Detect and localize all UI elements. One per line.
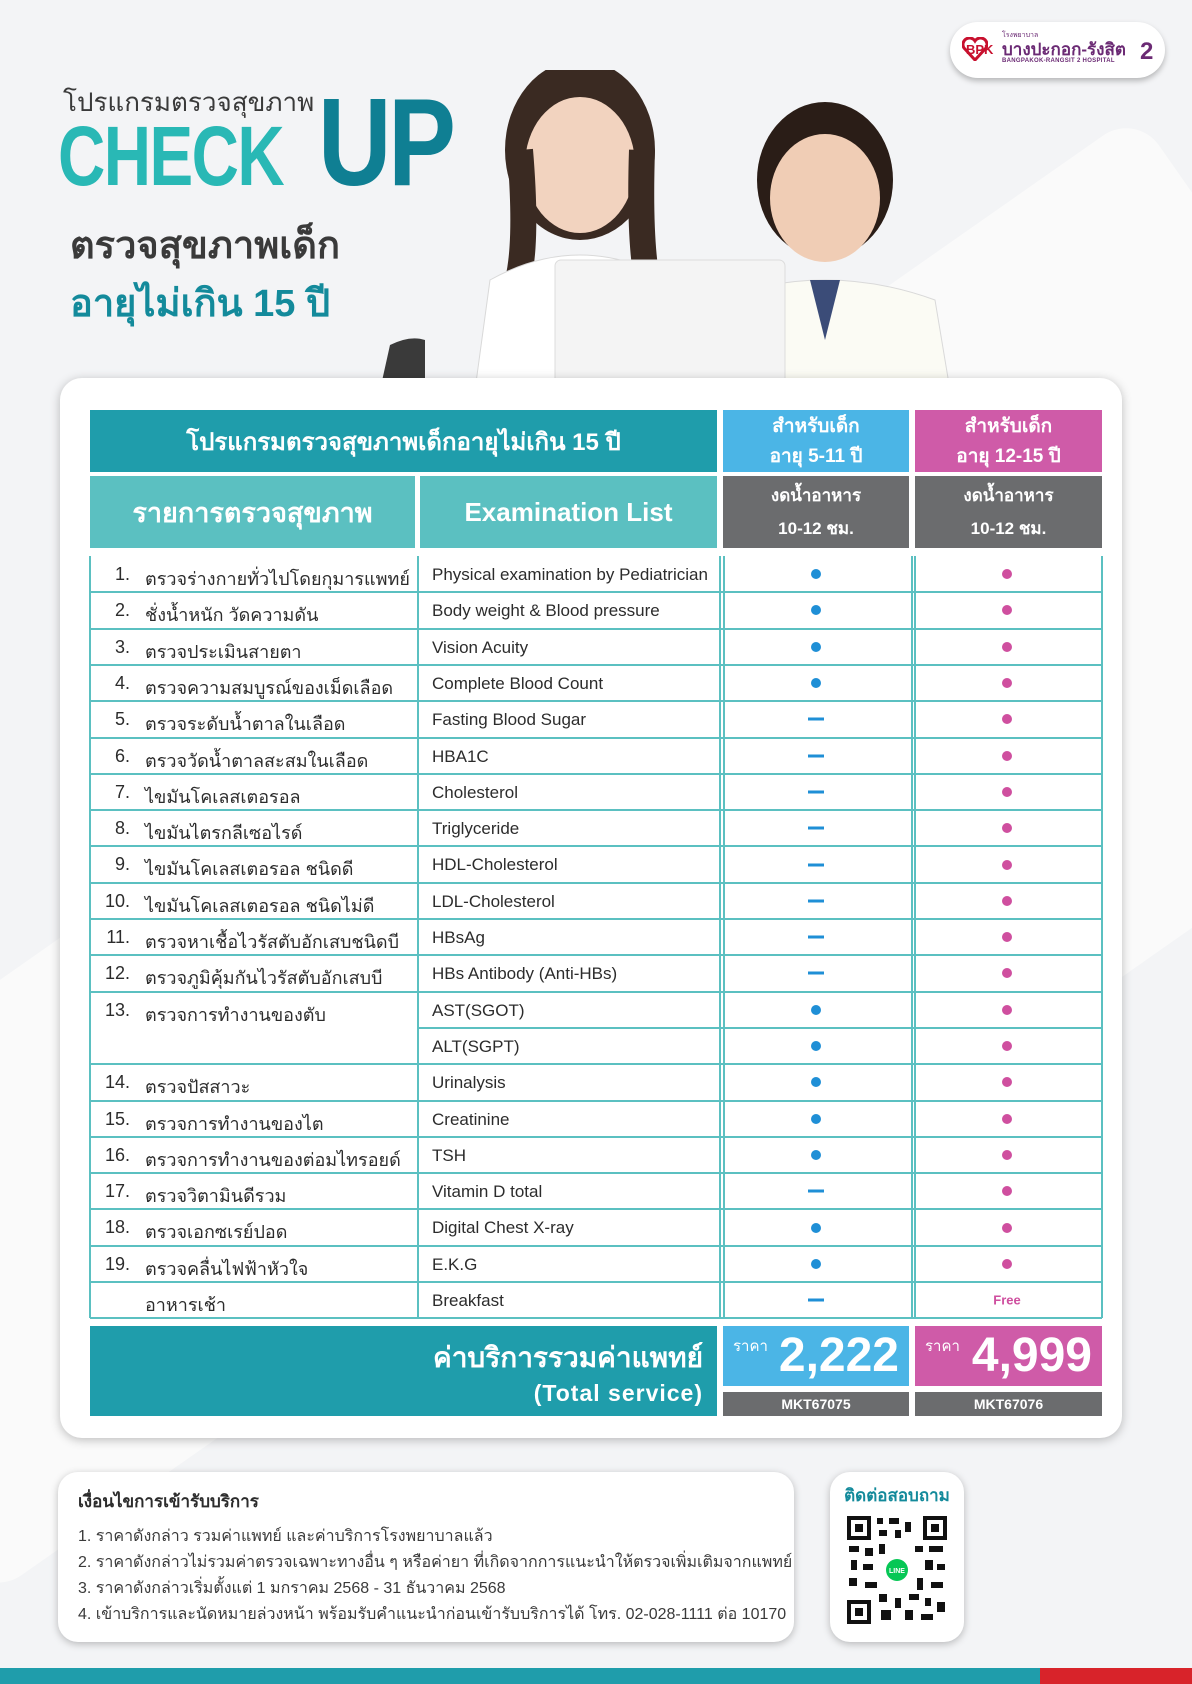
package-code-b: MKT67076 [915,1392,1102,1416]
column-divider [417,556,419,1318]
group-a-fasting [723,476,909,548]
table-row [90,1173,1102,1209]
program-heading: โปรแกรมตรวจสุขภาพ [63,87,315,117]
row-number: 16. [104,1144,130,1165]
included-dot [1002,569,1012,579]
included-dot [1002,1223,1012,1233]
row-thai-label: อาหารเช้า [145,1295,227,1315]
package-code-a: MKT67075 [723,1392,909,1416]
row-number: 7. [114,781,130,802]
table-row [90,1064,1102,1100]
included-dot [1002,1186,1012,1196]
group-a-fasting-label: งดน้ำอาหาร [770,486,862,505]
table-row [90,1137,1102,1173]
price-b-value: 4,999 [971,1329,1092,1383]
subtitle-age-limit: อายุไม่เกิน 15 ปี [70,283,331,325]
row-thai-label: ตรวจหาเชื้อไวรัสตับอักเสบชนิดบี [145,932,400,952]
price-b-label: ราคา [925,1338,960,1356]
row-english-label: E.K.G [432,1254,478,1274]
included-dot [811,1005,821,1015]
row-thai-label: ตรวจคลื่นไฟฟ้าหัวใจ [145,1258,309,1279]
not-included-dash [808,936,824,939]
row-number: 4. [114,672,130,693]
row-thai-label: ตรวจการทำงานของไต [145,1113,324,1134]
row-number: 9. [114,854,130,875]
included-dot [811,1114,821,1124]
column-divider [1101,556,1103,1318]
row-number: 13. [104,999,130,1020]
logo-hospital-name: บางปะกอก-รังสิต [1002,40,1126,59]
row-number: 10. [104,890,130,911]
table-row [90,1282,1102,1318]
row-thai-label: ตรวจร่างกายทั่วไปโดยกุมารแพทย์ [145,569,410,589]
price-a-label: ราคา [733,1338,768,1356]
contact-title: ติดต่อสอบถาม [844,1486,950,1505]
row-thai-label: ไขมันโคเลสเตอรอล [145,786,301,807]
bottom-bar [0,1668,1192,1684]
total-service-cell [90,1326,717,1416]
row-english-label: Body weight & Blood pressure [432,601,660,621]
table-row [90,846,1102,882]
column-divider [911,556,913,1318]
row-english-label: Triglyceride [432,819,520,839]
up-word: UP [318,74,453,212]
group-a-line2: อายุ 5-11 ปี [769,446,863,467]
logo-small-text: โรงพยาบาล [1002,32,1039,39]
group-b-fasting [915,476,1102,548]
bottom-accent [1040,1668,1192,1684]
row-number: 14. [104,1072,130,1093]
included-dot [1002,932,1012,942]
row-number: 6. [114,745,130,766]
table-title: โปรแกรมตรวจสุขภาพเด็กอายุไม่เกิน 15 ปี [186,428,621,456]
row-thai-label: ตรวจวัดน้ำตาลสะสมในเลือด [145,750,369,771]
not-included-dash [808,754,824,757]
row-number: 18. [104,1217,130,1238]
row-number: 11. [106,927,130,947]
table-row [90,592,1102,628]
row-english-label: Vision Acuity [432,637,529,657]
row-thai-label: ไขมันโคเลสเตอรอล ชนิดไม่ดี [145,895,375,916]
group-a-line1: สำหรับเด็ก [772,416,860,437]
row-thai-label: ตรวจระดับน้ำตาลในเลือด [145,714,346,735]
table-row [90,919,1102,955]
row-number: 8. [114,818,130,839]
included-dot [1002,896,1012,906]
not-included-dash [808,827,824,830]
line-qr-code[interactable] [845,1514,949,1626]
row-english-label: HBsAg [432,928,485,947]
included-dot [1002,1005,1012,1015]
contact-card [830,1472,964,1642]
logo-bpk-text: BPK [966,42,994,57]
condition-item: 4. เข้าบริการและนัดหมายล่วงหน้า พร้อมรับคำแนะนำก่อนเข้ารับบริการได้ โทร. 02-028-1111 ต่อ 10170 [78,1606,787,1623]
table-row [90,1028,1102,1064]
condition-item: 1. ราคาดังกล่าว รวมค่าแพทย์ และค่าบริการโรงพยาบาลแล้ว [78,1528,493,1545]
condition-item: 3. ราคาดังกล่าวเริ่มตั้งแต่ 1 มกราคม 2568 - 31 ธันวาคม 2568 [78,1580,506,1597]
not-included-dash [808,718,824,721]
row-thai-label: ตรวจประเมินสายตา [145,641,302,662]
included-dot [1002,1041,1012,1051]
table-row [90,701,1102,737]
total-thai-label: ค่าบริการรวมค่าแพทย์ [432,1341,703,1373]
included-dot [1002,1259,1012,1269]
included-dot [1002,1077,1012,1087]
included-dot [811,1150,821,1160]
row-number: 19. [104,1253,130,1274]
row-number: 17. [104,1181,130,1202]
group-b-line2: อายุ 12-15 ปี [956,446,1061,467]
price-a-cell [723,1326,909,1386]
line-icon-label: LINE [889,1568,905,1575]
row-number: 2. [114,600,130,621]
not-included-dash [808,790,824,793]
table-row [90,992,1102,1028]
included-dot [811,1223,821,1233]
price-a-value: 2,222 [778,1329,899,1383]
table-row [90,1209,1102,1245]
col-header-thai [90,476,415,548]
table-row [90,774,1102,810]
row-thai-label: ชั่งน้ำหนัก วัดความดัน [145,605,319,626]
included-dot [811,569,821,579]
included-dot [811,605,821,615]
row-number: 5. [114,709,130,730]
not-included-dash [808,1299,824,1302]
group-b-fasting-label: งดน้ำอาหาร [963,486,1054,505]
not-included-dash [808,1190,824,1193]
column-divider [89,556,91,1318]
row-english-label: TSH [432,1145,466,1165]
col-header-english [420,476,717,548]
subtitle-kids-checkup: ตรวจสุขภาพเด็ก [70,225,340,267]
table-row [90,738,1102,774]
conditions-box [58,1472,794,1642]
column-divider [914,556,916,1318]
free-label: Free [993,1292,1021,1308]
logo-english-name: BANGPAKOK-RANGSIT 2 HOSPITAL [1002,58,1115,64]
included-dot [1002,1114,1012,1124]
row-divider [90,1317,1102,1319]
table-row [90,1246,1102,1282]
row-english-label: Fasting Blood Sugar [432,710,587,730]
not-included-dash [808,972,824,975]
row-english-label: ALT(SGPT) [432,1036,520,1056]
row-english-label: Digital Chest X-ray [432,1218,574,1238]
col-header-english-label: Examination List [464,496,673,527]
condition-item: 2. ราคาดังกล่าวไม่รวมค่าตรวจเฉพาะทางอื่น ๆ หรือค่ายา ที่เกิดจากการแนะนำให้ตรวจเพิ่มเติมจากแพทย์ [78,1554,793,1571]
included-dot [811,1259,821,1269]
row-english-label: Vitamin D total [432,1182,543,1202]
group-a-fasting-hours: 10-12 ชม. [778,519,854,538]
hospital-logo [950,22,1165,78]
included-dot [1002,1150,1012,1160]
row-number: 3. [114,636,130,657]
row-english-label: AST(SGOT) [432,1000,525,1020]
row-thai-label: ตรวจการทำงานของต่อมไทรอยด์ [145,1149,401,1170]
logo-number: 2 [1140,38,1154,65]
column-divider [723,556,725,1318]
price-b-cell [915,1326,1102,1386]
group-b-line1: สำหรับเด็ก [964,416,1053,437]
row-thai-label: ไขมันโคเลสเตอรอล ชนิดดี [145,859,354,880]
table-row [90,556,1102,592]
included-dot [1002,787,1012,797]
included-dot [1002,968,1012,978]
table-row [90,629,1102,665]
included-dot [1002,642,1012,652]
row-english-label: LDL-Cholesterol [432,891,555,911]
row-thai-label: ตรวจการทำงานของตับ [145,1004,326,1025]
row-number: 15. [104,1108,130,1129]
row-thai-label: ตรวจความสมบูรณ์ของเม็ดเลือด [145,677,394,698]
row-number: 12. [104,963,130,984]
check-word: CHECK [58,109,284,203]
included-dot [1002,860,1012,870]
row-english-label: HBA1C [432,746,489,766]
included-dot [811,1041,821,1051]
included-dot [1002,678,1012,688]
row-thai-label: ไขมันไตรกลีเซอไรด์ [145,823,303,844]
conditions-title: เงื่อนไขการเข้ารับบริการ [78,1492,259,1511]
row-thai-label: ตรวจภูมิคุ้มกันไวรัสตับอักเสบบี [145,968,383,989]
group-b-fasting-hours: 10-12 ชม. [970,519,1047,538]
row-thai-label: ตรวจปัสสาวะ [145,1077,251,1098]
included-dot [1002,823,1012,833]
table-row [90,883,1102,919]
row-english-label: Urinalysis [432,1073,506,1093]
table-row [90,810,1102,846]
included-dot [1002,714,1012,724]
table-row [90,1101,1102,1137]
row-english-label: Cholesterol [432,782,518,802]
row-english-label: Complete Blood Count [432,673,604,693]
not-included-dash [808,899,824,902]
included-dot [1002,751,1012,761]
row-english-label: HDL-Cholesterol [432,855,558,875]
kids-photo [380,70,980,390]
included-dot [811,642,821,652]
column-divider [719,556,721,1318]
not-included-dash [808,863,824,866]
row-english-label: Physical examination by Pediatrician [432,565,708,584]
included-dot [811,1077,821,1087]
row-english-label: Breakfast [432,1291,504,1310]
row-thai-label: ตรวจวิตามินดีรวม [145,1186,287,1207]
total-english-label: (Total service) [533,1379,703,1406]
table-title-cell [90,410,717,472]
col-header-thai-label: รายการตรวจสุขภาพ [132,497,373,528]
row-thai-label: ตรวจเอกซเรย์ปอด [145,1222,288,1243]
group-b-header [915,410,1102,472]
row-english-label: Creatinine [432,1109,510,1129]
row-number: 1. [114,564,130,584]
table-row [90,955,1102,991]
group-a-header [723,410,909,472]
included-dot [1002,605,1012,615]
included-dot [811,678,821,688]
table-row [90,665,1102,701]
row-english-label: HBs Antibody (Anti-HBs) [432,964,618,984]
